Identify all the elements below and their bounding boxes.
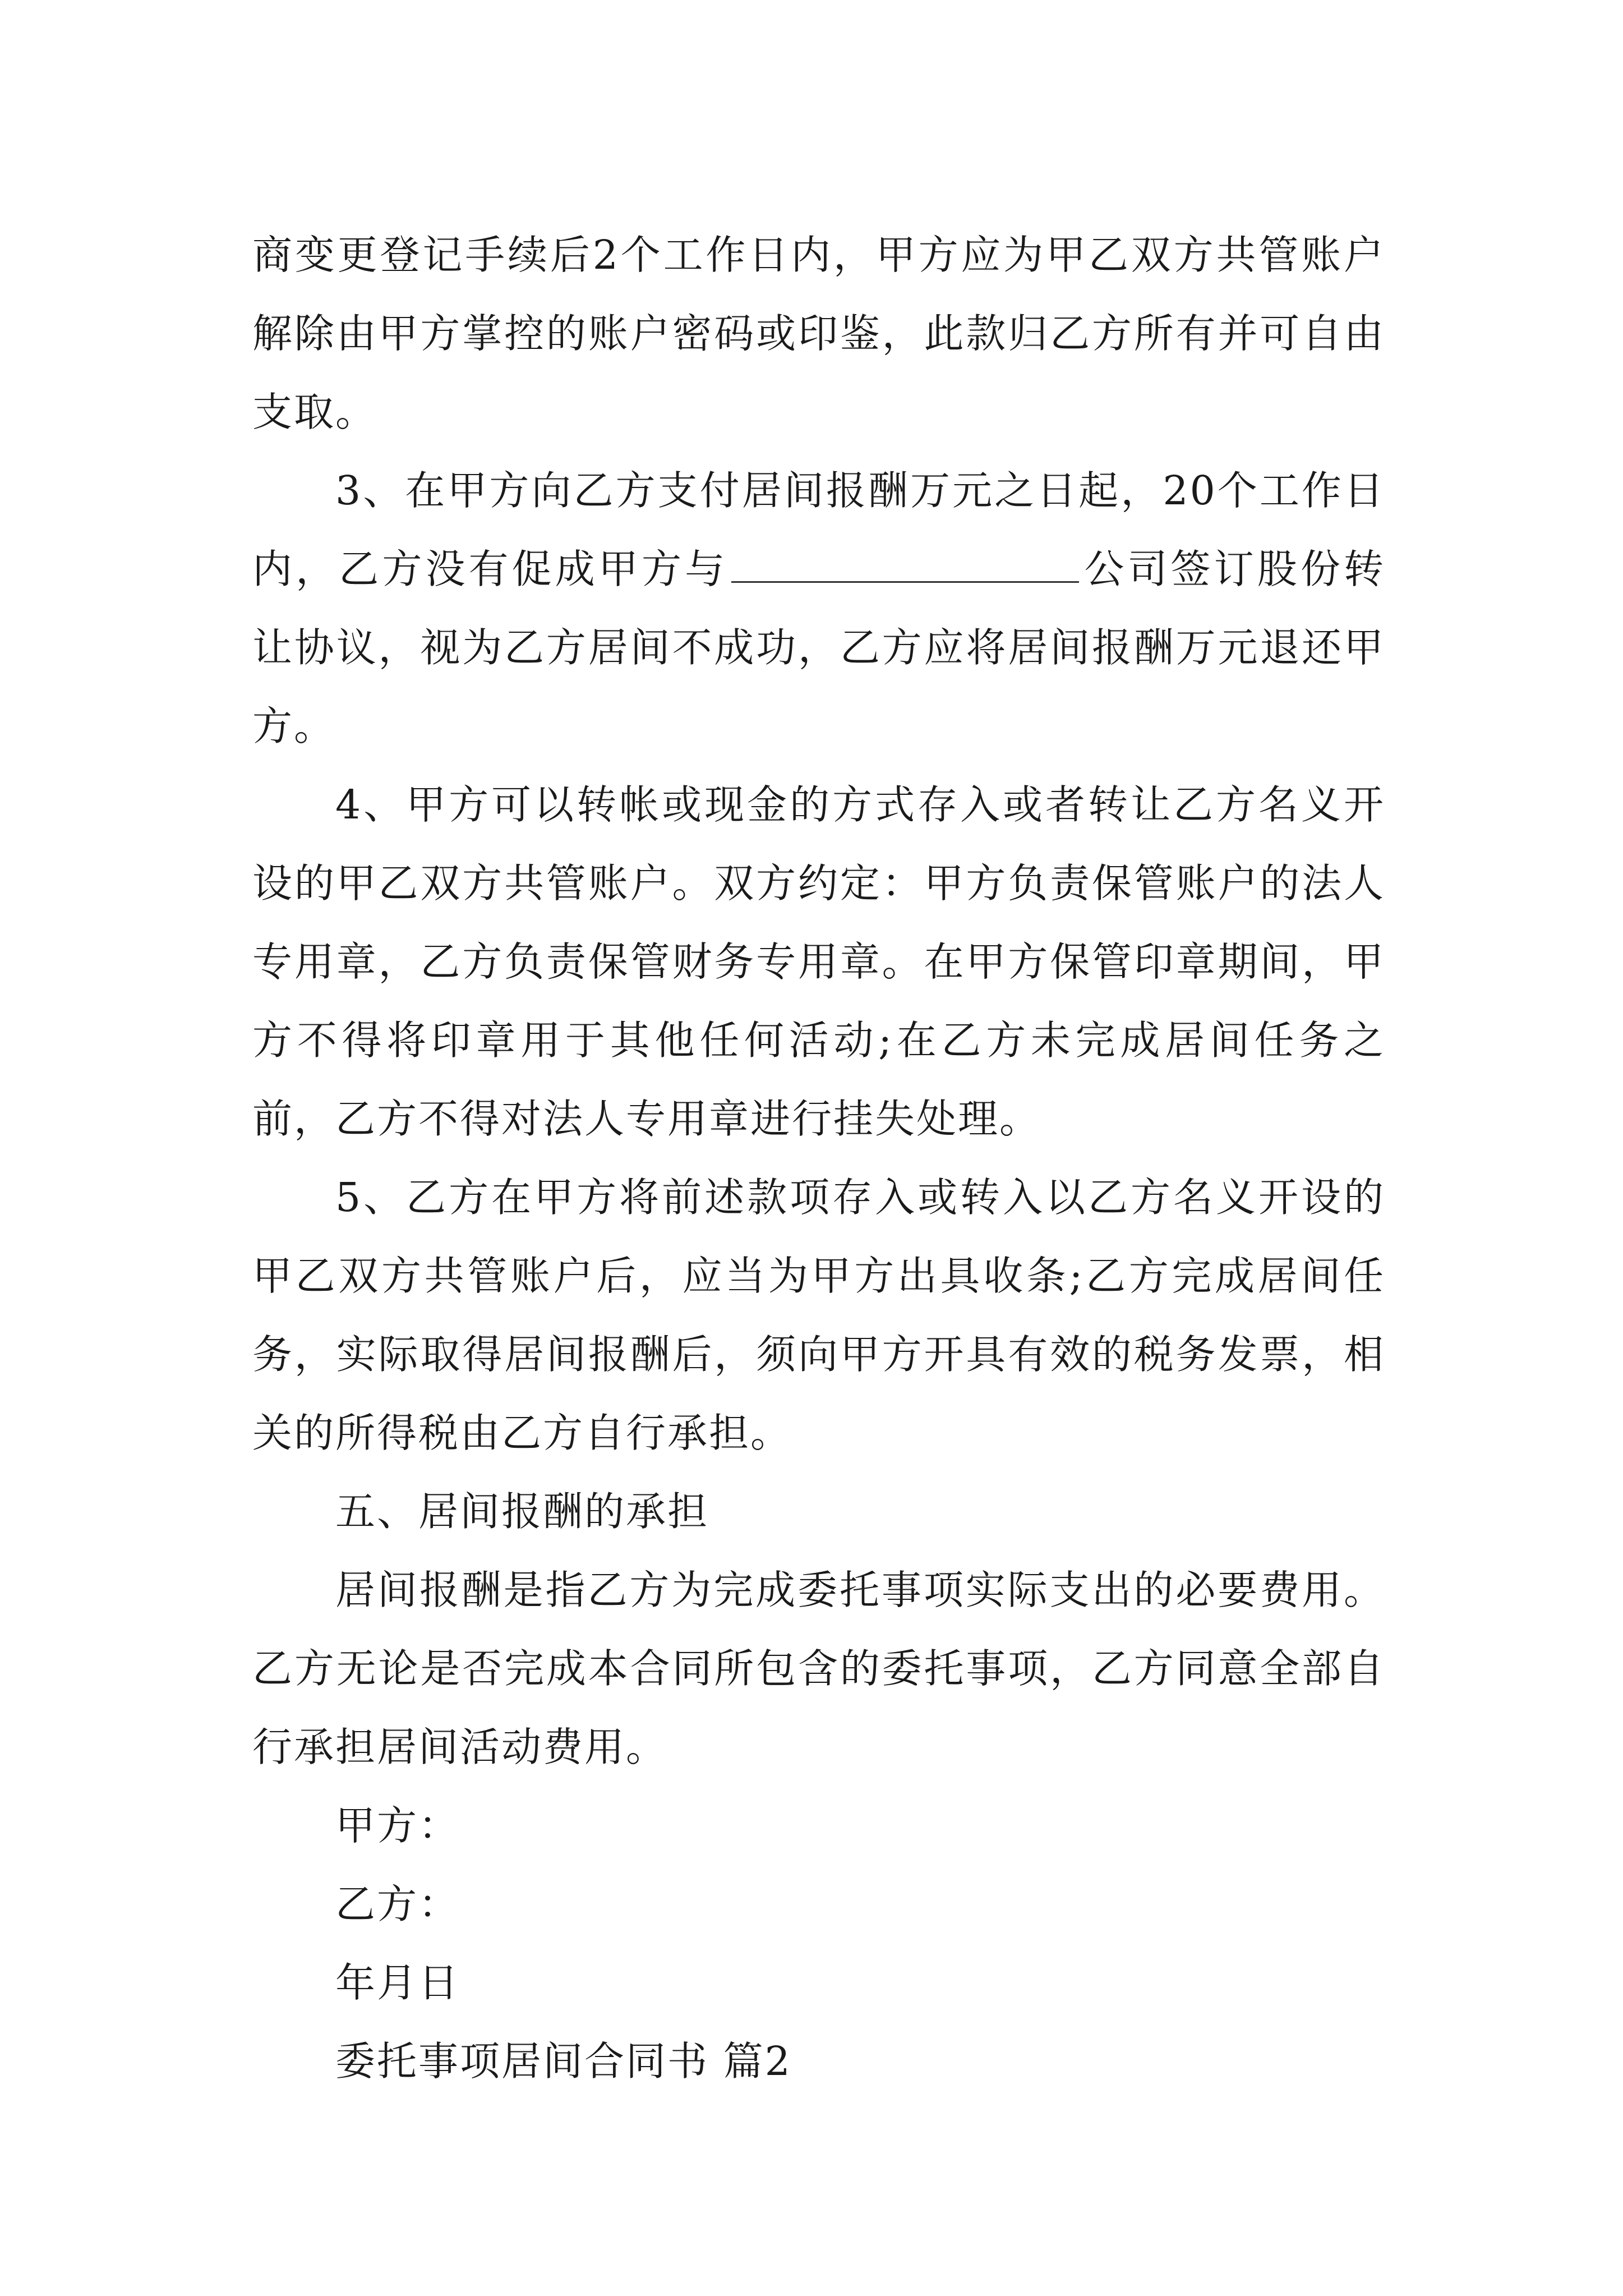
signature-party-a: 甲方： <box>335 1802 460 1849</box>
signature-date: 年月日 <box>335 1959 460 2006</box>
next-contract-title: 委托事项居间合同书 篇2 <box>335 2038 792 2085</box>
paragraph-clause-5: 5、乙方在甲方将前述款项存入或转入以乙方名义开设的甲乙双方共管账户后，应当为甲方出具收条;乙方完成居间任务，实际取得居间报酬后，须向甲方开具有效的税务发票，相关的所得税由乙方自行承担。 <box>252 1174 1385 1456</box>
section-heading-commission: 五、居间报酬的承担 <box>335 1488 709 1535</box>
paragraph-clause-4: 4、甲方可以转帐或现金的方式存入或者转让乙方名义开设的甲乙双方共管账户。双方约定：甲方负责保管账户的法人专用章，乙方负责保管财务专用章。在甲方保管印章期间，甲方不得将印章用于其他任何活动;在乙方未完成居间任务之前，乙方不得对法人专用章进行挂失处理。 <box>252 781 1385 1142</box>
clause-3-text-after-blank: 公司签订股份转让协议，视为乙方居间不成功，乙方应将居间报酬万元退还甲方。 <box>252 546 1385 749</box>
paragraph-account-release: 商变更登记手续后2个工作日内，甲方应为甲乙双方共管账户解除由甲方掌控的账户密码或印鉴，此款归乙方所有并可自由支取。 <box>252 232 1385 435</box>
signature-party-b: 乙方： <box>335 1881 460 1927</box>
document-body <box>252 216 1385 2101</box>
paragraph-commission-definition: 居间报酬是指乙方为完成委托事项实际支出的必要费用。乙方无论是否完成本合同所包含的委托事项，乙方同意全部自行承担居间活动费用。 <box>252 1567 1385 1770</box>
paragraph-clause-3 <box>252 452 1385 766</box>
clause-3-text-before-blank: 3、在甲方向乙方支付居间报酬万元之日起，20个工作日内，乙方没有促成甲方与 <box>252 467 1385 592</box>
company-name-blank <box>731 547 1079 583</box>
